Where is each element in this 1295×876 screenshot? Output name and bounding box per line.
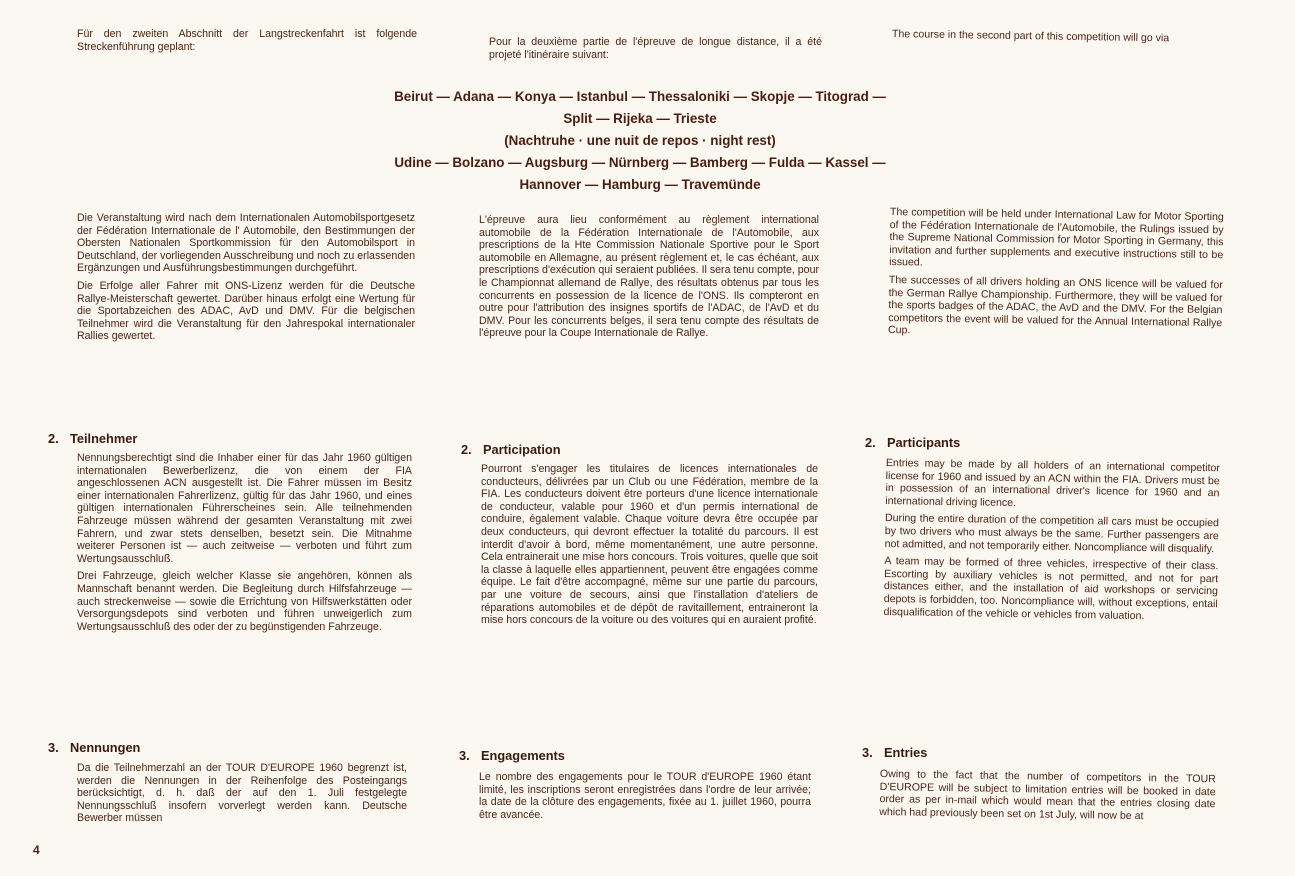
route-line: Udine — Bolzano — Augsburg — Nürnberg — Bamberg — Fulda — Kassel —	[394, 155, 886, 170]
rules-de	[77, 212, 415, 348]
section-heading: 3. Engagements	[459, 748, 565, 763]
paragraph: Die Erfolge aller Fahrer mit ONS-Lizenz werden für die Deutsche Rallye-Meisterschaft gewertet. Darüber hinaus erfolgt eine Wertung für die Sportabzeichen des ADAC, AvD und DMV. Für die belgischen Teilnehmer wird die Veranstaltung für den Jahrespokal internationaler Rallies gewertet.	[77, 279, 415, 343]
route-line: Hannover — Hamburg — Travemünde	[519, 177, 761, 192]
section-heading: 3. Entries	[862, 745, 928, 760]
section-heading: 2. Teilnehmer	[48, 431, 138, 446]
section2-en-body	[883, 457, 1220, 628]
paragraph: A team may be formed of three vehicles, irrespective of their class. Escorting by auxiliary vehicles is not permitted, and not for part distances either, and the installation of aid workshops or servicing depots is forbidden, too. Noncompliance will, without exceptions, entail disqualification of the vehicle or vehicles from valuation.	[883, 555, 1219, 622]
page-number: 4	[33, 843, 40, 857]
paragraph: Da die Teilnehmerzahl an der TOUR D'EUROPE 1960 begrenzt ist, werden die Nennungen in der Reihenfolge des Posteingangs berücksichtigt, d. h. daß der auf den 1. Juli festgelegte Nennungsschluß insofern vorverlegt werden kann. Deutsche Bewerber müssen	[77, 762, 407, 825]
intro-de: Für den zweiten Abschnitt der Langstreckenfahrt ist folgende Streckenführung geplant:	[77, 28, 417, 53]
route-list	[300, 86, 980, 196]
paragraph: The competition will be held under International Law for Motor Sporting of the Fédération Internationale de l'Automobile, the Rulings issued by the Supreme National Commission for Motor Sporting in Germany, this invitation and further supplements and executive instructions still to be issued.	[889, 206, 1224, 269]
section3-de-body	[77, 762, 407, 830]
paragraph: Die Veranstaltung wird nach dem Internationalen Automobilsportgesetz der Fédération Internationale de l' Automobile, den Bestimmungen der Obersten Nationalen Sportkommission für den Automobilsport in Deutschland, der vorliegenden Ausschreibung und noch zu erlassenden Ergänzungen und Ausführungsbestimmungen durchgeführt.	[77, 212, 415, 275]
paragraph: During the entire duration of the competition all cars must be occupied by two drivers who must always be the same. Further passengers are not admitted, and not temporarily either. Noncompliance will disqualify.	[884, 512, 1220, 555]
rules-fr	[479, 214, 819, 345]
section3-en-body	[879, 768, 1216, 829]
paragraph: The successes of all drivers holding an ONS licence will be valued for the German Rallye Championship. Furthermore, they will be valued for the sports badges of the ADAC, the AvD and the DMV. For the Belgian competitors the event will be valued for the Annual International Rallye Cup.	[887, 273, 1223, 337]
paragraph: Pourront s'engager les titulaires de licences internationales de conducteurs, délivrées par un Club ou une Fédération, membre de la FIA. Les conducteurs doivent être porteurs d'une licence internationale de conducteur, valable pour 1960 et d'un permis international de conduire, également valable. Chaque voiture devra être occupée par deux conducteurs, qui devront effectuer la totalité du parcours. Il est interdit d'avoir à bord, même momentanément, une autre personne. Cela entrainerait une mise hors concours. Trois voitures, quelle que soit la classe à laquelle elles appartiennent, peuvent être engagées comme équipe. Le fait d'être accompagné, même sur une partie du parcours, par une voiture de secours, ainsi que l'installation d'ateliers de réparations automobiles et de dépôt de ravitaillement, entraineront la mise hors concours de la voiture ou des voitures qui en auraient profité.	[481, 463, 818, 627]
paragraph: Entries may be made by all holders of an international competitor license for 1960 and issued by an ACN within the FIA. Drivers must be in possession of an international driver's licence for 1960 and an international driving licence.	[885, 457, 1220, 509]
route-line: (Nachtruhe · une nuit de repos · night rest)	[504, 133, 776, 148]
section-heading: 3. Nennungen	[48, 740, 141, 755]
section-heading: 2. Participants	[865, 435, 961, 450]
paragraph: Le nombre des engagements pour le TOUR d'EUROPE 1960 étant limité, les inscriptions seront enregistrées dans l'ordre de leur arrivée; la date de la clôture des engagements, fixée au 1. juillet 1960, pourra être avancée.	[479, 771, 811, 821]
intro-en: The course in the second part of this competition will go via	[891, 28, 1170, 45]
paragraph: Owing to the fact that the number of competitors in the TOUR D'EUROPE will be subject to limitation entries will be booked in date order as per in-mail which would mean that the entries closing date which had previously been set on 1st July, will now be at	[879, 768, 1216, 822]
intro-fr: Pour la deuxième partie de l'épreuve de longue distance, il a été projeté l'itinéraire suivant:	[489, 36, 822, 61]
route-line: Split — Rijeka — Trieste	[563, 111, 717, 126]
rules-en	[888, 206, 1224, 347]
section2-fr-body	[481, 463, 818, 632]
paragraph: Drei Fahrzeuge, gleich welcher Klasse sie angehören, können als Mannschaft benannt werden. Die Begleitung durch Hilfsfahrzeuge — auch streckenweise — sowie die Errichtung von Hilfswerkstätten oder Versorgungsdepots sind verboten und führen unweigerlich zum Wertungsausschluß des oder der zu begünstigenden Fahrzeuge.	[77, 570, 412, 633]
paragraph: Nennungsberechtigt sind die Inhaber einer für das Jahr 1960 gültigen internationalen Bewerberlizenz, die von einem der FIA angeschlossenen ACN ausgestellt ist. Die Fahrer müssen im Besitz einer internationalen Fahrerlizenz, gültig für das Jahr 1960, und eines gültigen internationalen Führerscheines sein. Alle teilnehmenden Fahrzeuge müssen während der gesamten Veranstaltung mit zwei Fahrern, und zwar stets denselben, besetzt sein. Die Mitnahme weiterer Personen ist — auch zeitweise — verboten und führt zum Wertungsausschluß.	[77, 452, 412, 565]
section3-fr-body	[479, 771, 811, 826]
section2-de-body	[77, 452, 412, 638]
paragraph: L'épreuve aura lieu conformément au règlement international automobile de la Fédération Internationale de l'Automobile, aux prescriptions de la Hte Commission Nationale Sportive pour le Sport automobile en Allemagne, au présent règlement et, le cas échéant, aux prescriptions d'exécution qui seraient publiées. Il sera tenu compte, pour le Championnat allemand de Rallye, des résultats obtenus par tous les concurrents en possession de la licence de l'ONS. Ils compteront en outre pour l'attribution des insignes sportifs de l'ADAC, de l'AvD et du DMV. Pour les concurrents belges, il sera tenu compte des résultats de l'épreuve pour la Coupe Internationale de Rallye.	[479, 214, 819, 340]
section-heading: 2. Participation	[461, 442, 561, 457]
route-line: Beirut — Adana — Konya — Istanbul — Thessaloniki — Skopje — Titograd —	[394, 89, 886, 104]
